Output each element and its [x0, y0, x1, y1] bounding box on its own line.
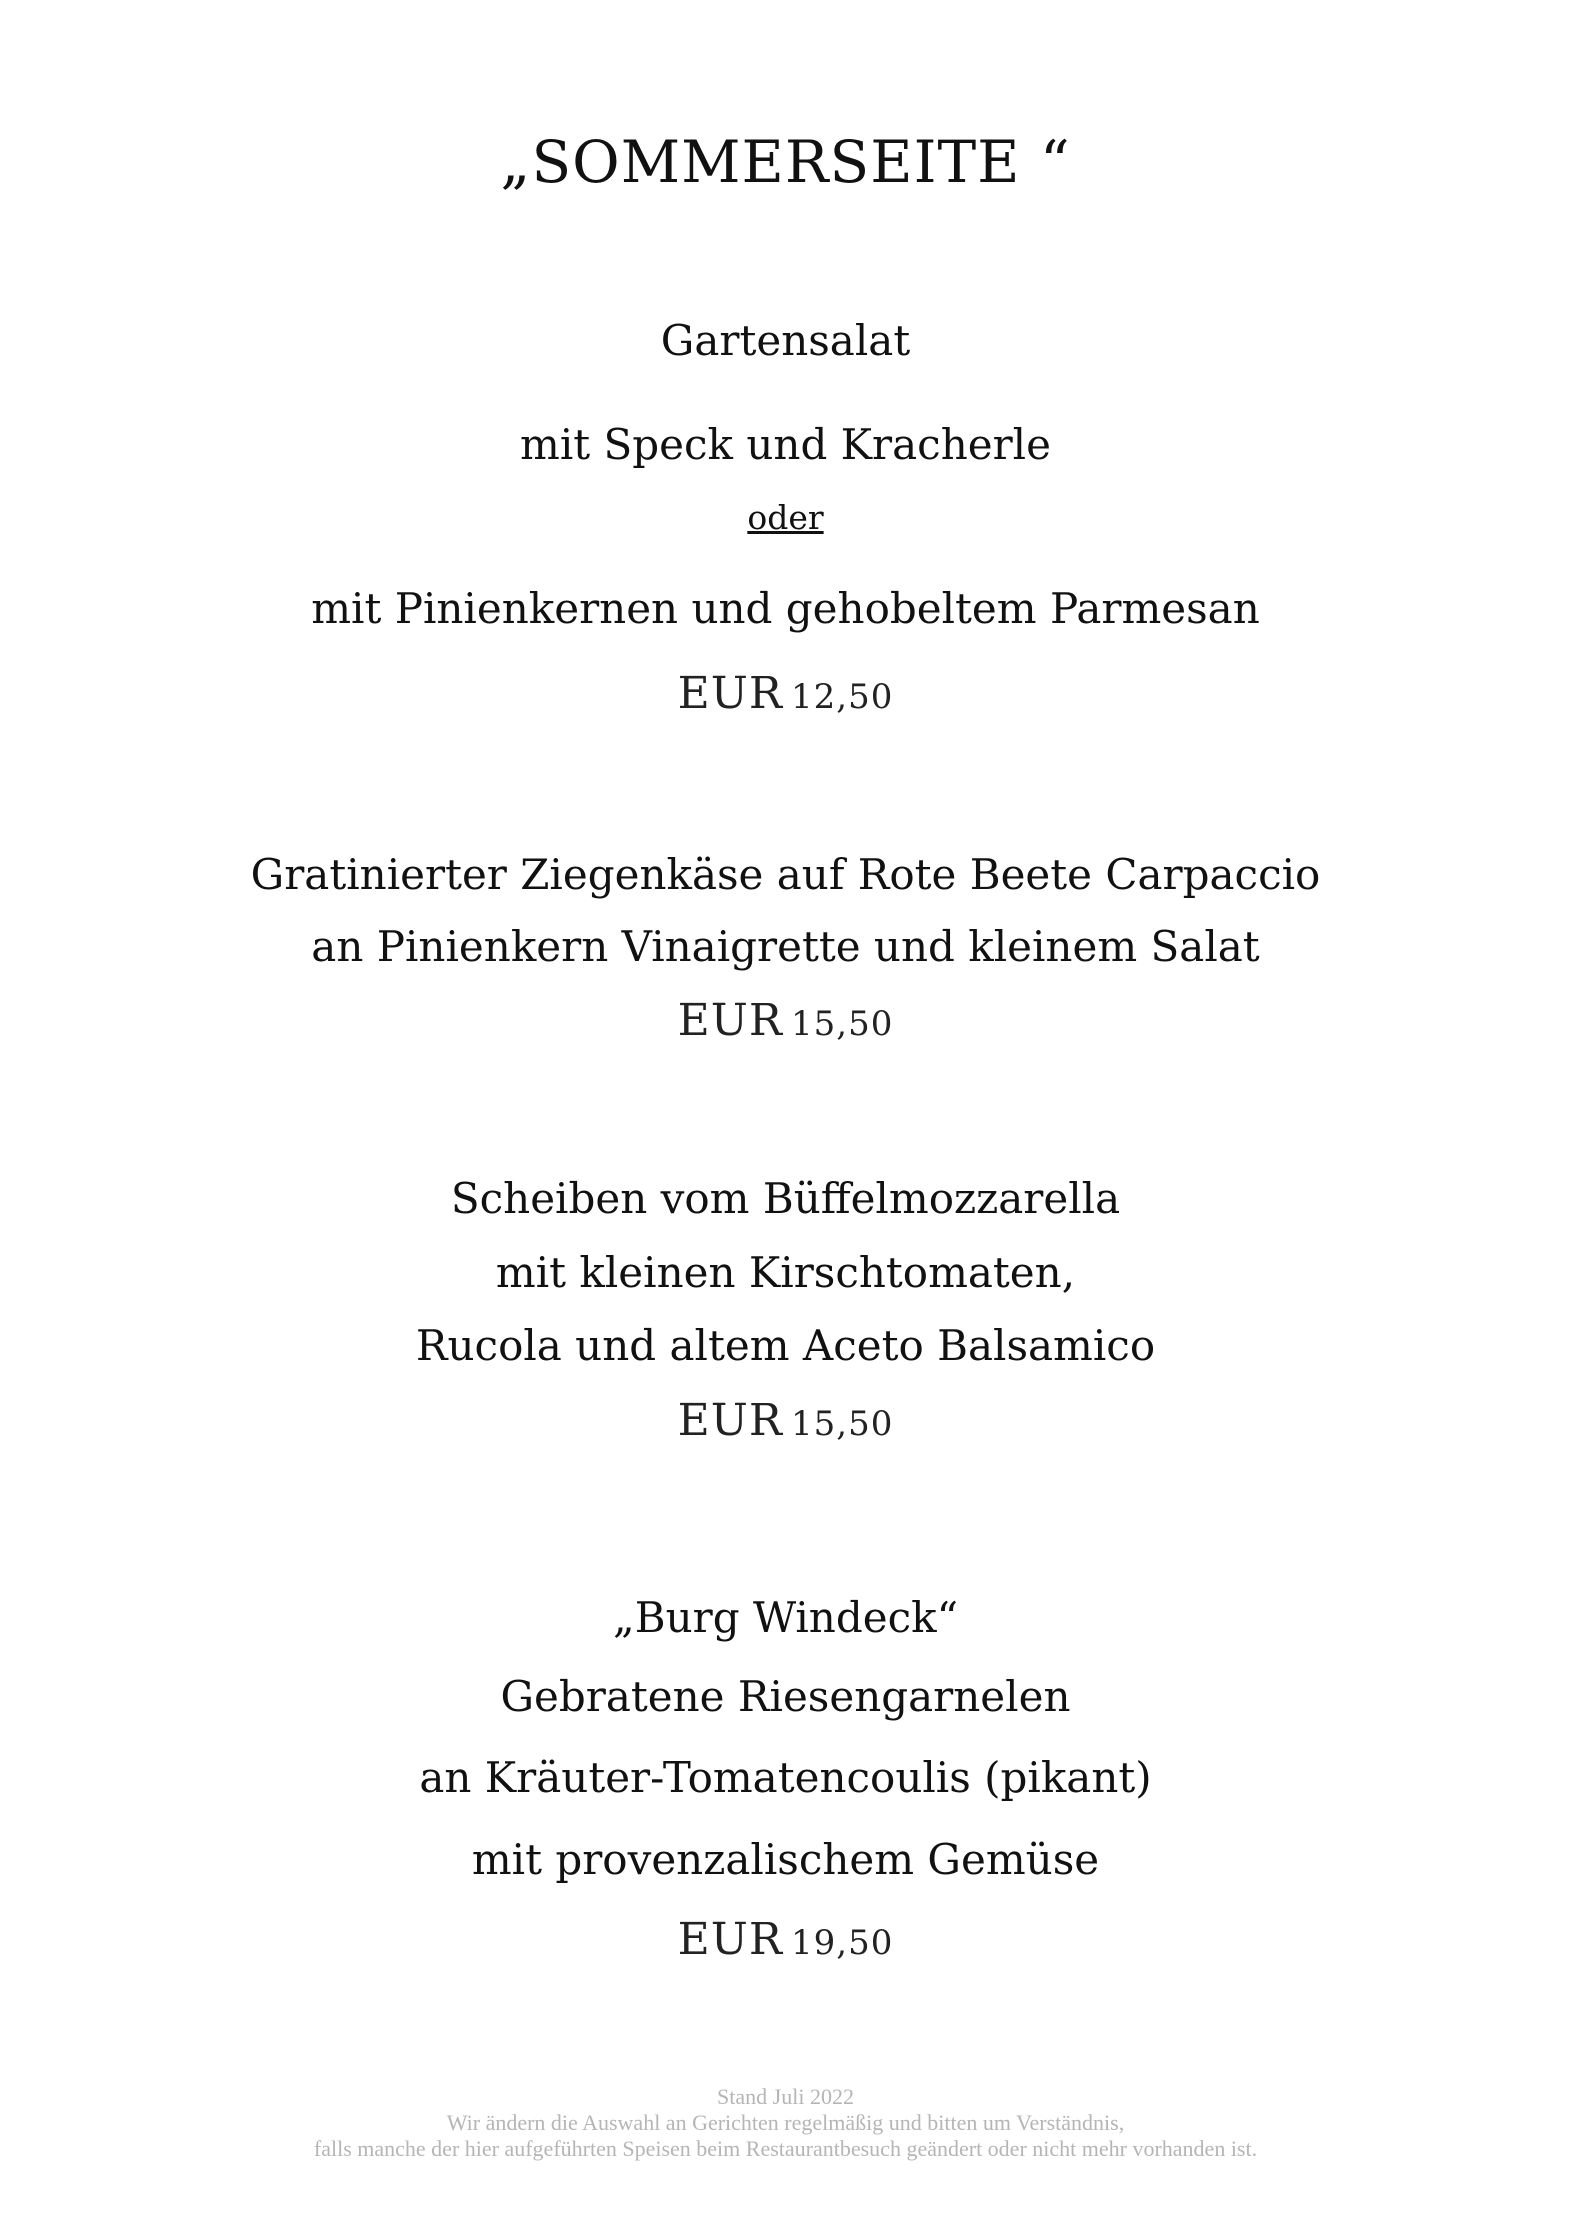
- dish-1-line-2: mit Speck und Kracherle: [520, 420, 1051, 469]
- dish-4-line-1: „Burg Windeck“: [612, 1593, 959, 1642]
- footer-note-line-1: Wir ändern die Auswahl an Gerichten regelmäßig und bitten um Verständnis,: [446, 2110, 1125, 2135]
- dish-2-price: [0, 995, 1571, 1046]
- dish-2-line-2: an Pinienkern Vinaigrette und kleinem Salat: [311, 922, 1260, 971]
- dish-4-line-2: Gebratene Riesengarnelen: [500, 1672, 1071, 1721]
- currency-label: EUR: [677, 668, 783, 719]
- page-title: „SOMMERSEITE “: [500, 128, 1071, 196]
- dish-4-line-3: an Kräuter-Tomatencoulis (pikant): [419, 1753, 1152, 1802]
- dish-4-price: [0, 1914, 1571, 1965]
- dish-4-line-4: mit provenzalischem Gemüse: [471, 1835, 1100, 1884]
- dish-3-line-1: Scheiben vom Büffelmozzarella: [450, 1174, 1121, 1223]
- price-value: 15,50: [791, 1004, 894, 1044]
- footer-date: Stand Juli 2022: [717, 2084, 854, 2109]
- dish-1-price: [0, 668, 1571, 719]
- dish-3-line-2: mit kleinen Kirschtomaten,: [495, 1248, 1076, 1297]
- currency-label: EUR: [677, 995, 783, 1046]
- dish-1-connector: oder: [747, 498, 824, 537]
- dish-3-price: [0, 1395, 1571, 1446]
- dish-3-line-3: Rucola und altem Aceto Balsamico: [415, 1321, 1156, 1370]
- currency-label: EUR: [677, 1395, 783, 1446]
- dish-1-line-3: mit Pinienkernen und gehobeltem Parmesan: [311, 584, 1260, 633]
- price-value: 15,50: [791, 1404, 894, 1444]
- footer-note-line-2: falls manche der hier aufgeführten Speisen beim Restaurantbesuch geändert oder nicht mehr vorhanden ist.: [313, 2136, 1258, 2161]
- currency-label: EUR: [677, 1914, 783, 1965]
- price-value: 19,50: [791, 1923, 894, 1963]
- dish-1-line-1: Gartensalat: [660, 316, 911, 365]
- dish-2-line-1: Gratinierter Ziegenkäse auf Rote Beete Carpaccio: [250, 850, 1321, 899]
- price-value: 12,50: [791, 677, 894, 717]
